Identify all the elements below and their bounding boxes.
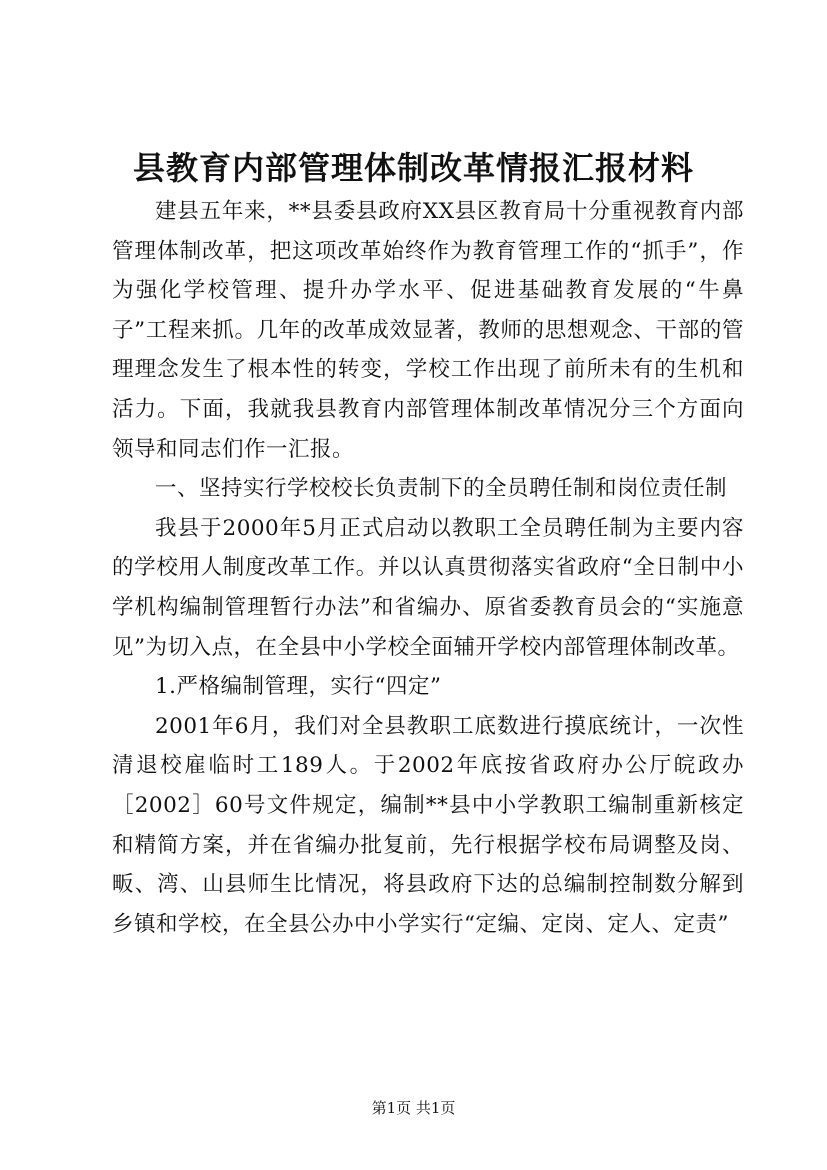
paragraph-section-1: 我县于2000年5月正式启动以教职工全员聘任制为主要内容的学校用人制度改革工作。并以认真贯彻落实省政府“全日制中小学机构编制管理暂行办法”和省编办、原省委教育员会的“实施意见”为切入点，在全县中小学校全面辅开学校内部管理体制改革。	[112, 515, 744, 660]
paragraph-intro: 建县五年来，**县委县政府XX县区教育局十分重视教育内部管理体制改革，把这项改革始终作为教育管理工作的“抓手”，作为强化学校管理、提升办学水平、促进基础教育发展的“牛鼻子”工程来抓。几年的改革成效显著，教师的思想观念、干部的管理理念发生了根本性的转变，学校工作出现了前所未有的生机和活力。下面，我就我县教育内部管理体制改革情况分三个方面向领导和同志们作一汇报。	[112, 199, 744, 462]
page-footer: 第1页 共1页	[371, 1099, 456, 1117]
document-body	[112, 192, 744, 944]
section-heading-1: 一、坚持实行学校校长负责制下的全员聘任制和岗位责任制	[155, 476, 728, 502]
paragraph-subsection-1-1: 2001年6月，我们对全县教职工底数进行摸底统计，一次性清退校雇临时工189人。于2002年底按省政府办公厅皖政办［2002］60号文件规定，编制**县中小学教职工编制重新核定和精简方案，并在省编办批复前，先行根据学校布局调整及岗、畈、湾、山县师生比情况，将县政府下达的总编制控制数分解到乡镇和学校，在全县公办中小学实行“定编、定岗、定人、定责”	[112, 713, 744, 937]
document-title: 县教育内部管理体制改革情报汇报材料	[132, 149, 694, 187]
subsection-heading-1-1: 1.严格编制管理，实行“四定”	[155, 674, 442, 700]
